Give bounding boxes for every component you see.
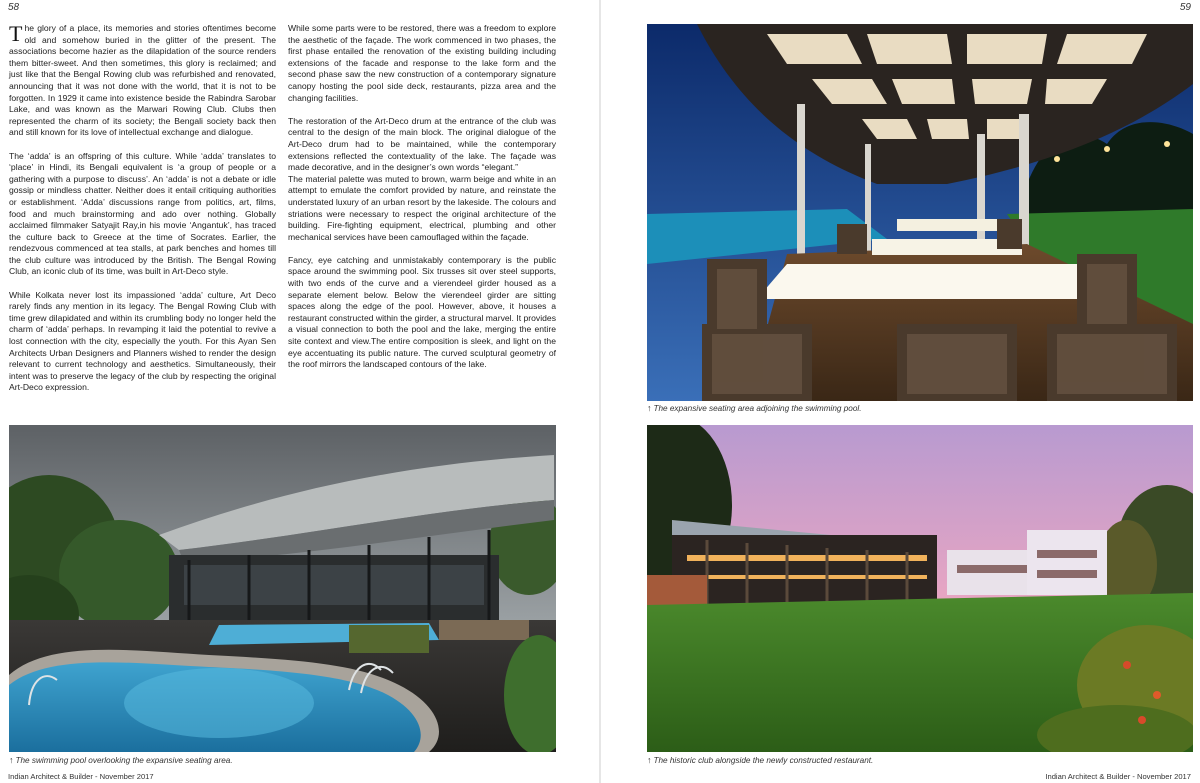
photo-swimming-pool [9, 425, 556, 752]
article-column-1 [9, 23, 276, 406]
drop-cap: T [9, 21, 23, 46]
page-number-right: 59 [1179, 2, 1191, 13]
footer-right: Indian Architect & Builder - November 2017 [1045, 772, 1191, 781]
article-paragraph: Fancy, eye catching and unmistakably contemporary is the public space around the swimming pool. Six trusses sit over steel supports, with two ends of the curve and a vierendeel girder housed as a separate element below. Below the vierendeel girder are sitting spaces along the edge of the pool. However, above, it houses a restaurant constructed within the girder, a structural marvel. It provides a visual connection to both the pool and the lake, merging the entire site context and view.The entire composition is sleek, and light on the eye accentuating its public nature. The curved sculptural geometry of the roof mirrors the landscaped contours of the lake. [288, 254, 556, 370]
article-paragraph: The ‘adda’ is an offspring of this culture. While ‘adda’ translates to ‘place’ in Hindi, its Bengali equivalent is ‘a group of people or a gathering with a purpose to discuss’. An ‘adda’ is not a debate or idle gossip or mindless chatter. Neither does it entail critiquing authorities or establishment. ‘Adda’ discussions range from politics, art, films, food and much brainstorming and ado over nothing. Globally acclaimed filmmaker Satyajit Ray,in his movie ‘Angantuk’, has traced the culture back to Greece at the time of Socrates. Earlier, the rendezvous commenced at tea stalls, at park benches and homes till the club culture was introduced by the British. The Bengal Rowing Club, an iconic club of its time, was built in Art-Deco style. [9, 150, 276, 277]
caption-text: The historic club alongside the newly constructed restaurant. [653, 756, 874, 765]
article-paragraph [9, 23, 276, 139]
right-page [600, 0, 1200, 783]
paragraph-text: he glory of a place, its memories and stories oftentimes become old and somehow buried in the glitter of the present. The associations become hazier as the dilapidation of the source renders them bitter-sweet. And then sometimes, this glory is reclaimed; and just like that the Bengal Rowing club was refurbished and renovated, announcing that it was not done with the world, that it is not to be forgotten. In 1929 it came into existence beside the Rabindra Sarobar Lake, and was known as the Marwari Rowing Club. Clubs then represented the charm of its society; the Bengali society back then and still known for its love of intellectual exchange and dialogue. [9, 23, 276, 138]
photo-caption [647, 755, 873, 765]
photo-seating-area [647, 24, 1193, 401]
page-number-left: 58 [8, 2, 20, 13]
photo-caption [9, 755, 233, 765]
caption-arrow-icon: ↑ [647, 403, 652, 413]
article-paragraph: While Kolkata never lost its impassioned ‘adda’ culture, Art Deco rarely finds any mention in its legacy. The Bengal Rowing Club with time grew dilapidated and within its crumbling body no longer held the charm of ‘adda’ perhaps. In revamping it laid the potential to revive a lost connection with the city, especially the youth. For this Ayan Sen Architects Urban Designers and Planners wished to render the design relevant to current technology and aesthetics. Simultaneously, their intent was to preserve the legacy of the club by respecting the original Art-Deco expression. [9, 289, 276, 393]
photo-historic-club [647, 425, 1193, 752]
article-paragraph: The restoration of the Art-Deco drum at the entrance of the club was central to the design of the main block. The original dialogue of the Art-Deco drum had to be maintained, while the contemporary extensions reflected the contextuality of the lake. The façade was made decorative, and in the designer’s own words “elegant.” [288, 115, 556, 173]
article-paragraph: While some parts were to be restored, there was a freedom to explore the aesthetic of the façade. The work commenced in two phases, the first phase entailed the renovation of the existing building including extensions of the facade and response to the lake form and the second phase saw the new construction of a contemporary signature canopy hosting the pool side deck, restaurants, pizza area and the changing facilities. [288, 23, 556, 103]
caption-text: The expansive seating area adjoining the swimming pool. [653, 404, 862, 413]
article-column-2 [288, 23, 556, 382]
caption-text: The swimming pool overlooking the expansive seating area. [15, 756, 233, 765]
caption-arrow-icon: ↑ [647, 755, 652, 765]
footer-left: Indian Architect & Builder - November 2017 [8, 772, 154, 781]
article-paragraph: The material palette was muted to brown, warm beige and white in an attempt to emulate the comfort provided by nature, and reinstate the understated luxury of an urban resort by the lakeside. The colours and striations were necessary to respect the original architecture of the building. Fire-fighting equipment, electrical, plumbing and other mechanical services have been camouflaged within the façade. [288, 173, 556, 242]
photo-caption [647, 403, 862, 413]
caption-arrow-icon: ↑ [9, 755, 14, 765]
